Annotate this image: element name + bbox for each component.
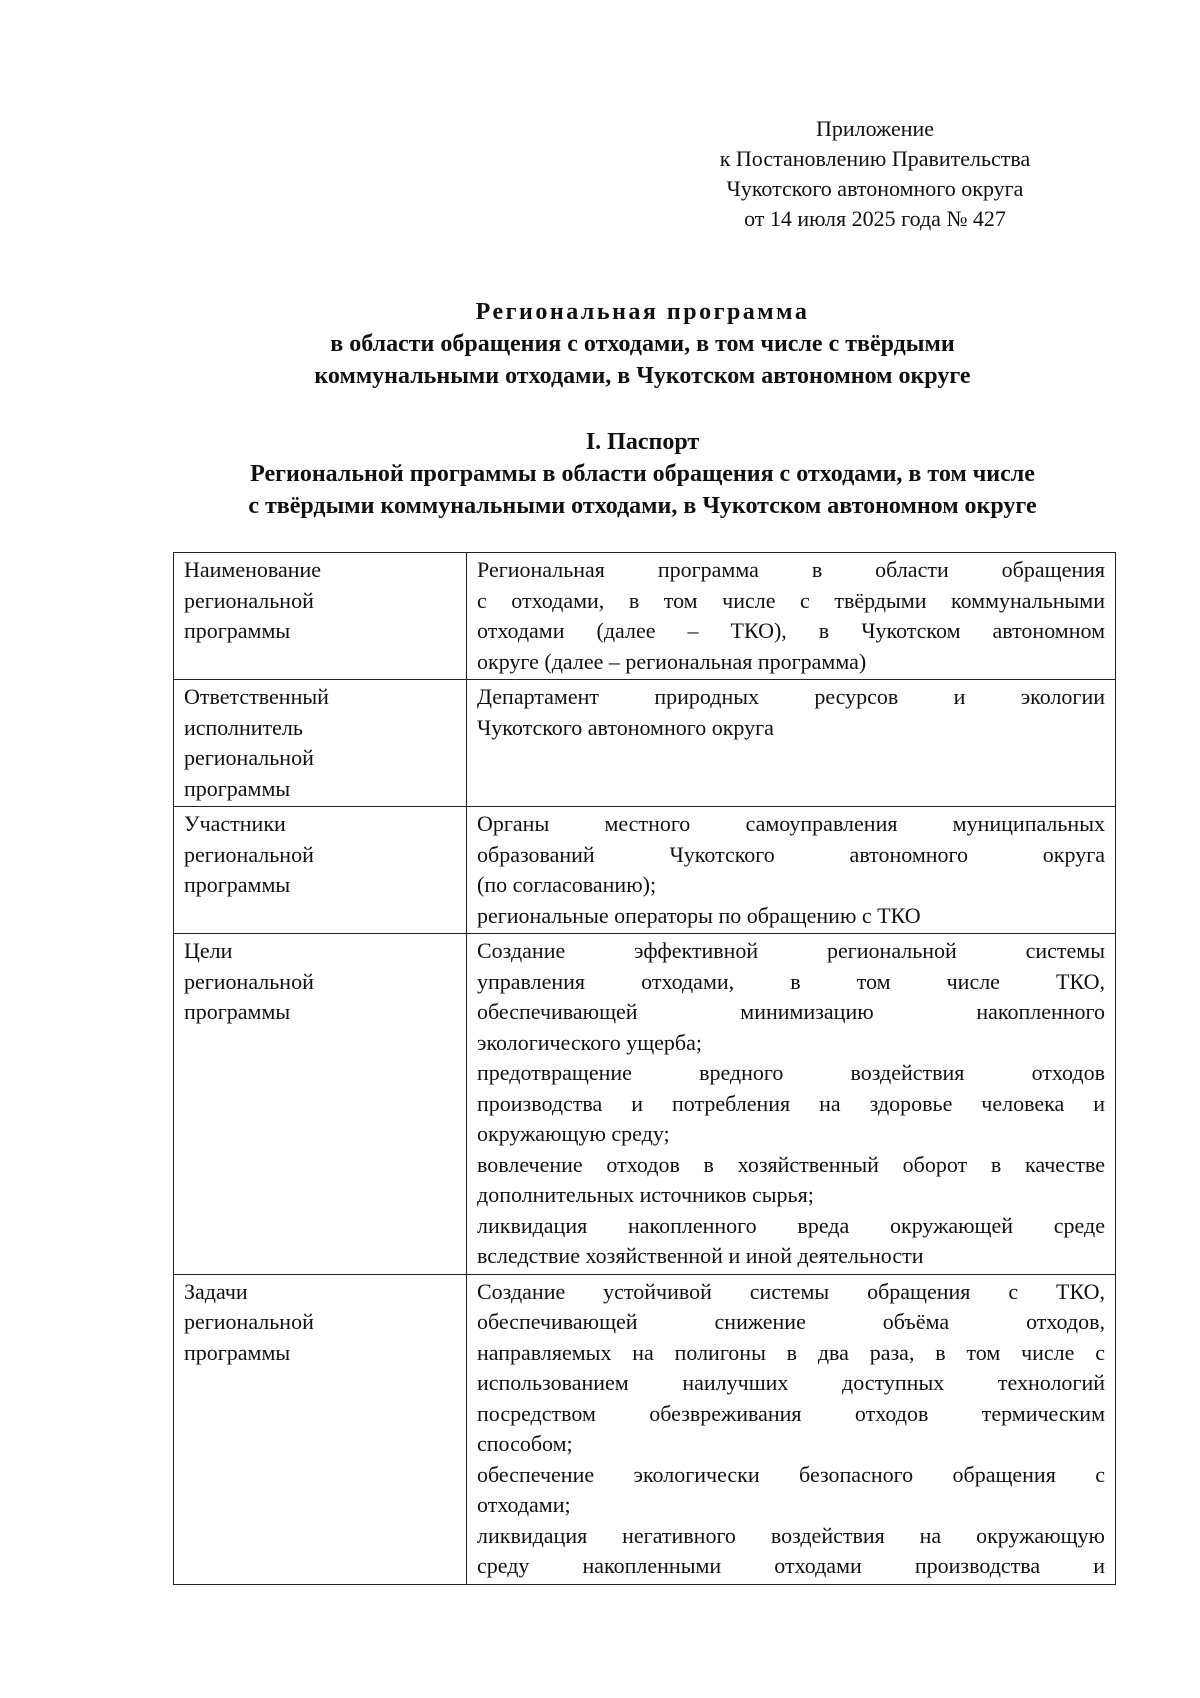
row-value-line: использованием наилучших доступных технологий (477, 1370, 1105, 1395)
appendix-line: Чукотского автономного округа (726, 176, 1024, 201)
row-value-line: ликвидация негативного воздействия на окружающую (477, 1522, 1105, 1548)
appendix-line: к Постановлению Правительства (719, 146, 1031, 171)
row-value-line: направляемых на полигоны в два раза, в том числе с (477, 1339, 1105, 1365)
passport-heading-line: с твёрдыми коммунальными отходами, в Чукотском автономном округе (248, 493, 1037, 519)
row-label-line: программы (184, 618, 291, 643)
row-value-line: региональные операторы по обращению с ТКО (477, 902, 921, 928)
row-label-cell (174, 553, 467, 680)
row-value-line: (по согласованию); (477, 872, 657, 897)
row-value-line: вовлечение отходов в хозяйственный оборот в качестве (477, 1151, 1105, 1177)
row-value-line: обеспечивающей минимизацию накопленного (477, 999, 1105, 1024)
row-label-line: Ответственный (184, 684, 329, 709)
row-value-line: отходами; (477, 1492, 571, 1517)
appendix-line: Приложение (815, 116, 935, 141)
row-label-line: региональной (184, 1309, 314, 1334)
row-label-line: исполнитель (184, 714, 303, 740)
row-label-line: Участники (184, 811, 286, 836)
document-title (170, 296, 1115, 392)
row-value-line: экологического ущерба; (477, 1029, 702, 1055)
row-value-line: среду накопленными отходами производства и (477, 1553, 1105, 1578)
row-label-line: Цели (184, 938, 233, 963)
passport-heading-line: I. Паспорт (585, 429, 700, 455)
row-value-line: производства и потребления на здоровье человека и (477, 1090, 1105, 1116)
table-row (174, 934, 1116, 1275)
row-value-line: обеспечивающей снижение объёма отходов, (477, 1309, 1105, 1334)
row-value-line: Департамент природных ресурсов и экологии (477, 684, 1105, 709)
title-line: коммунальными отходами, в Чукотском автономном округе (314, 363, 971, 389)
row-value-line: образований Чукотского автономного округа (477, 841, 1105, 867)
row-value-line: Создание устойчивой системы обращения с ТКО, (477, 1278, 1105, 1304)
appendix-note (660, 114, 1090, 234)
row-label-line: региональной (184, 745, 314, 770)
row-label-line: программы (184, 999, 291, 1024)
row-value-cell (467, 807, 1116, 934)
row-value-line: Региональная программа в области обращения (477, 557, 1105, 582)
row-label-cell (174, 680, 467, 807)
row-label-line: региональной (184, 968, 314, 994)
row-label-cell (174, 1274, 467, 1584)
row-value-line: Органы местного самоуправления муниципальных (477, 811, 1105, 836)
row-value-cell (467, 934, 1116, 1275)
row-value-line: управления отходами, в том числе ТКО, (477, 968, 1105, 994)
row-label-line: региональной (184, 587, 314, 613)
row-value-line: с отходами, в том числе с твёрдыми коммунальными (477, 587, 1105, 613)
row-label-line: Наименование (184, 557, 322, 582)
row-value-line: ликвидация накопленного вреда окружающей среде (477, 1212, 1105, 1238)
passport-table-body (174, 553, 1116, 1585)
row-label-line: региональной (184, 841, 314, 867)
passport-table (173, 552, 1116, 1585)
row-value-line: дополнительных источников сырья; (477, 1182, 814, 1207)
table-row (174, 1274, 1116, 1584)
row-label-line: Задачи (184, 1278, 248, 1304)
passport-heading (170, 426, 1115, 522)
row-value-cell (467, 1274, 1116, 1584)
row-value-line: обеспечение экологически безопасного обращения с (477, 1461, 1105, 1487)
table-row (174, 807, 1116, 934)
row-value-cell (467, 553, 1116, 680)
row-label-line: программы (184, 1339, 291, 1365)
row-value-line: вследствие хозяйственной и иной деятельности (477, 1243, 924, 1268)
row-value-line: отходами (далее – ТКО), в Чукотском автономном (477, 618, 1105, 643)
row-label-line: программы (184, 775, 291, 801)
table-row (174, 680, 1116, 807)
row-value-line: Чукотского автономного округа (477, 714, 774, 740)
passport-heading-line: Региональной программы в области обращения с отходами, в том числе (250, 461, 1035, 487)
row-value-line: посредством обезвреживания отходов термическим (477, 1400, 1105, 1426)
row-value-line: предотвращение вредного воздействия отходов (477, 1060, 1105, 1085)
row-value-line: окружающую среду; (477, 1121, 670, 1146)
title-line: Региональная программа (475, 299, 810, 325)
row-value-line: Создание эффективной региональной системы (477, 938, 1105, 963)
row-label-cell (174, 807, 467, 934)
row-value-line: способом; (477, 1431, 573, 1456)
row-value-cell (467, 680, 1116, 807)
row-label-cell (174, 934, 467, 1275)
table-row (174, 553, 1116, 680)
row-label-line: программы (184, 872, 291, 897)
title-line: в области обращения с отходами, в том числе с твёрдыми (330, 331, 955, 357)
appendix-line: от 14 июля 2025 года № 427 (744, 206, 1006, 231)
row-value-line: округе (далее – региональная программа) (477, 648, 867, 674)
